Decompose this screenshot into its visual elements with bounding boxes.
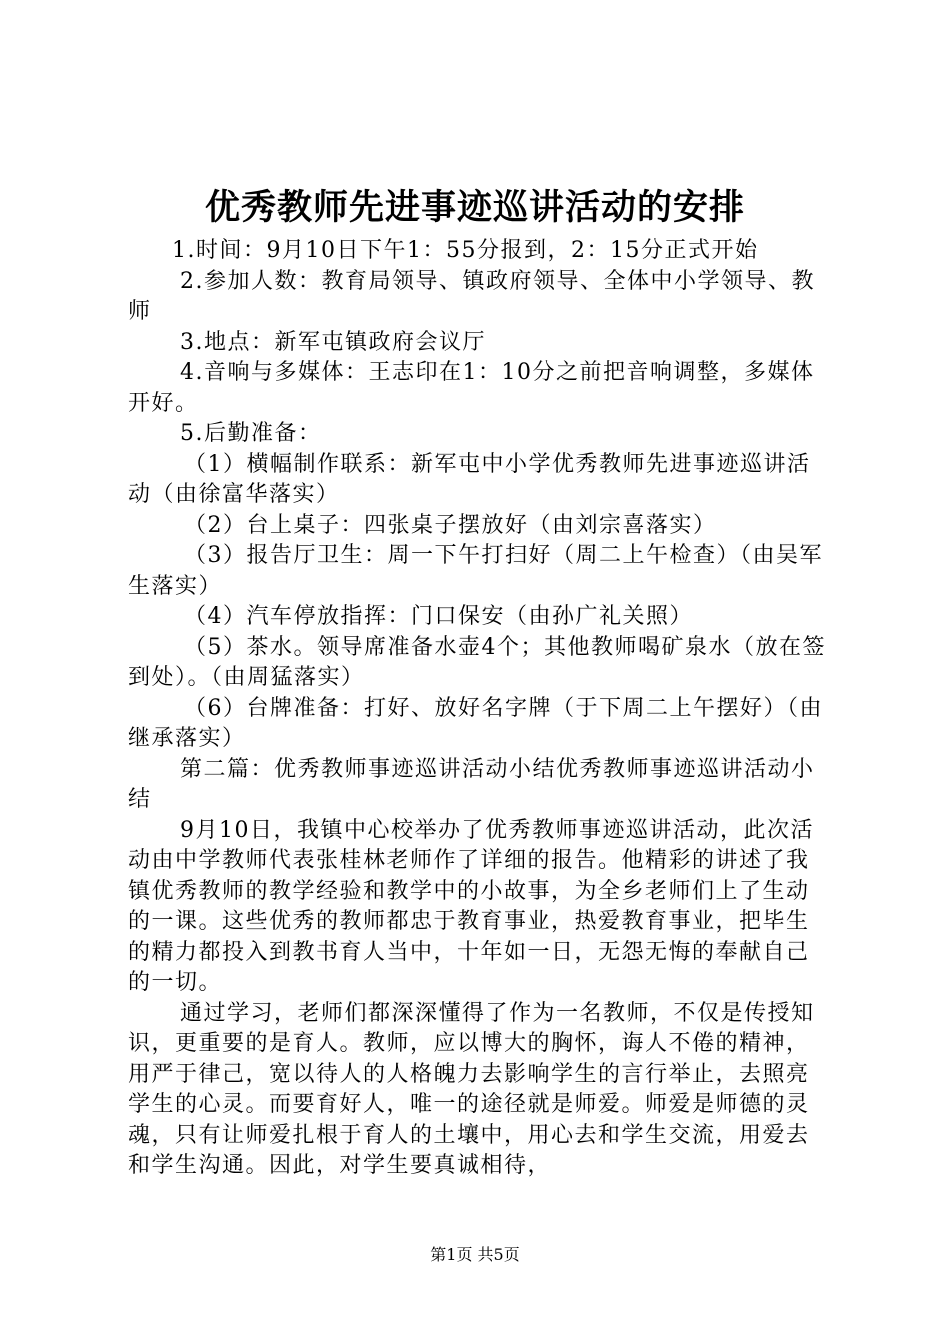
paragraph-summary-2: 通过学习，老师们都深深懂得了作为一名教师，不仅是传授知识，更重要的是育人。教师，应以博大的胸怀，诲人不倦的精神，用严于律己，宽以待人的人格魄力去影响学生的言行举止，去照亮学生的心灵。而要育好人，唯一的途径就是师爱。师爱是师德的灵魂，只有让师爱扎根于育人的土壤中，用心去和学生交流，用爱去和学生沟通。因此，对学生要真诚相待， [128, 1000, 815, 1178]
paragraph-section-two-heading: 第二篇：优秀教师事迹巡讲活动小结优秀教师事迹巡讲活动小结 [128, 756, 815, 812]
paragraph-audio-media: 4.音响与多媒体：王志印在1：10分之前把音响调整，多媒体开好。 [128, 360, 815, 416]
paragraph-attendees: 2.参加人数：教育局领导、镇政府领导、全体中小学领导、教师 [128, 268, 815, 324]
paragraph-parking: （4）汽车停放指挥：门口保安（由孙广礼关照） [184, 604, 693, 629]
paragraph-time: 1.时间：9月10日下午1：55分报到，2：15分正式开始 [172, 238, 759, 263]
paragraph-logistics: 5.后勤准备： [180, 421, 322, 446]
paragraph-summary-1: 9月10日，我镇中心校举办了优秀教师事迹巡讲活动，此次活动由中学教师代表张桂林老师作了详细的报告。他精彩的讲述了我镇优秀教师的教学经验和教学中的小故事，为全乡老师们上了生动的一课。这些优秀的教师都忠于教育事业，热爱教育事业，把毕生的精力都投入到教书育人当中，十年如一日，无怨无悔的奉献自己的一切。 [128, 817, 814, 995]
paragraph-tables: （2）台上桌子：四张桌子摆放好（由刘宗喜落实） [184, 512, 717, 538]
paragraph-tea: （5）茶水。领导席准备水壶4个；其他教师喝矿泉水（放在签到处）。（由周猛落实） [128, 634, 826, 690]
paragraph-hall-cleaning: （3）报告厅卫生：周一下午打扫好（周二上午检查）（由吴军生落实） [128, 543, 823, 599]
paragraph-location: 3.地点：新军屯镇政府会议厅 [180, 329, 486, 355]
paragraph-banner: （1）横幅制作联系：新军屯中小学优秀教师先进事迹巡讲活动（由徐富华落实） [128, 451, 811, 507]
document-body [128, 236, 828, 1182]
page-number-footer: 第1页 共5页 [430, 1245, 520, 1264]
document-title: 优秀教师先进事迹巡讲活动的安排 [204, 187, 745, 228]
paragraph-name-cards: （6）台牌准备：打好、放好名字牌（于下周二上午摆好）（由继承落实） [128, 695, 823, 751]
